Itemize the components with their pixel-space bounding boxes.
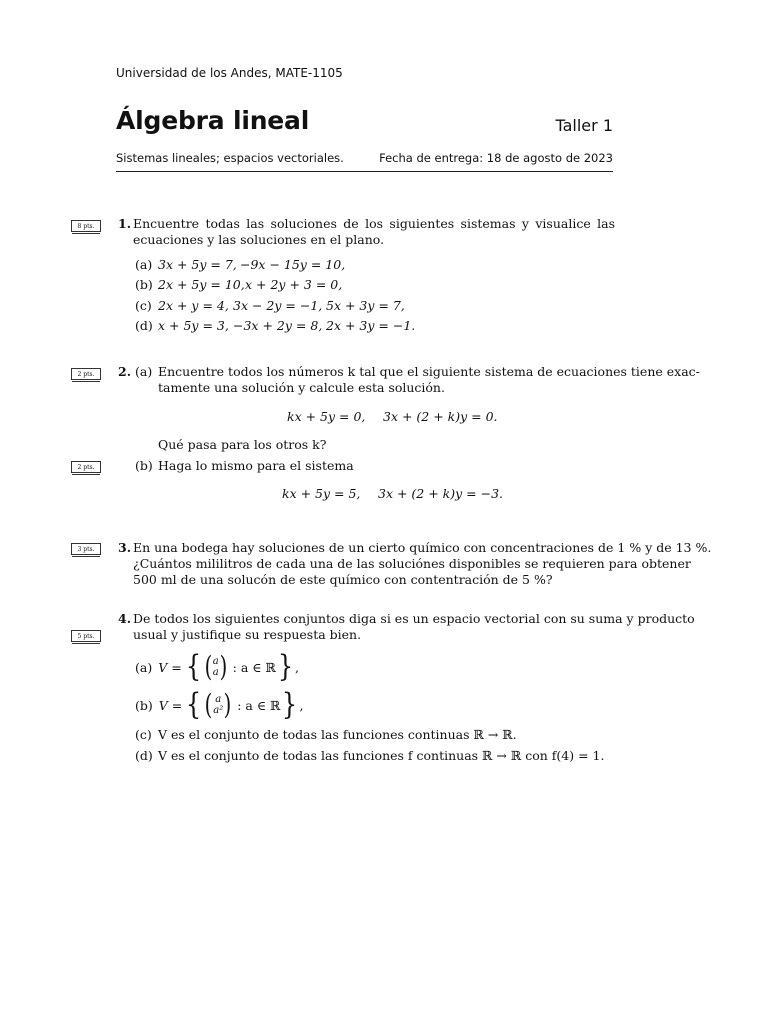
problem-text: 500 ml de una solucón de este químico con contentración de 5 %?: [133, 572, 553, 587]
equation: x + 5y = 3,: [158, 318, 229, 333]
vector-top: a: [212, 656, 219, 667]
set-prefix: V =: [158, 659, 182, 675]
right-paren: ): [223, 688, 232, 721]
right-paren: ): [219, 650, 227, 683]
item-label: (d): [135, 748, 153, 763]
equation: 3x + (2 + k)y = −3.: [378, 486, 504, 501]
problem-number: 1.: [118, 216, 132, 231]
right-brace: }: [282, 687, 298, 722]
points-box: 5 pts.: [71, 630, 101, 642]
equation: 5x + 3y = 7,: [326, 298, 405, 313]
item-text: V es el conjunto de todas las funciones continuas ℝ → ℝ.: [158, 727, 517, 742]
item-label: (b): [135, 458, 153, 473]
problem-text: tamente una solución y calcule esta solución.: [158, 380, 445, 395]
due-date: Fecha de entrega: 18 de agosto de 2023: [379, 151, 613, 165]
points-box: 2 pts.: [71, 368, 101, 380]
problem-text: De todos los siguientes conjuntos diga si es un espacio vectorial con su suma y producto: [133, 611, 695, 626]
equation: x + 2y + 3 = 0,: [245, 277, 343, 292]
left-paren: (: [204, 650, 213, 683]
points-box: 3 pts.: [71, 543, 101, 555]
item-label: (a): [135, 659, 153, 675]
punctuation: ,: [299, 697, 304, 713]
equation: 3x + 5y = 7,: [158, 257, 237, 272]
problem-number: 3.: [118, 540, 132, 555]
problem-number: 4.: [118, 611, 132, 626]
problem-number: 2.: [118, 364, 132, 379]
problem-text: ¿Cuántos mililitros de cada una de las soluciónes disponibles se requieren para obtener: [133, 556, 691, 571]
item-label: (d): [135, 318, 153, 333]
problem-text: Haga lo mismo para el sistema: [158, 458, 354, 473]
item-label: (b): [135, 697, 153, 713]
set-condition: : a ∈ ℝ: [237, 697, 281, 713]
equation: 3x + (2 + k)y = 0.: [383, 409, 498, 424]
right-brace: }: [277, 649, 294, 684]
problem-text: En una bodega hay soluciones de un cierto químico con concentraciones de 1 % y de 13 %.: [133, 540, 712, 555]
equation: 2x + y = 4,: [158, 298, 229, 313]
problem-text: Encuentre todos los números k tal que el siguiente sistema de ecuaciones tiene exac-: [158, 364, 700, 379]
column-vector: [213, 656, 219, 678]
equation: 3x − 2y = −1,: [233, 298, 323, 313]
set-definition: [135, 687, 304, 722]
left-brace: {: [185, 649, 201, 684]
equation: kx + 5y = 5,: [282, 486, 361, 501]
page-title: Álgebra lineal: [116, 106, 310, 135]
vector-top: a: [215, 694, 222, 705]
problem-text: Encuentre todas las soluciones de los siguientes sistemas y visualice las ecuaciones y las soluciones en el plano.: [133, 216, 615, 247]
subtitle: Sistemas lineales; espacios vectoriales.: [116, 151, 344, 165]
points-box: 8 pts.: [71, 220, 101, 232]
set-condition: : a ∈ ℝ: [232, 659, 276, 675]
problem-text: usual y justifique su respuesta bien.: [133, 627, 362, 642]
equation: 2x + 3y = −1.: [326, 318, 416, 333]
item-label: (c): [135, 298, 152, 313]
equation: −9x − 15y = 10,: [240, 257, 346, 272]
set-definition: [135, 649, 299, 684]
vector-bottom: a: [212, 667, 219, 678]
header-rule: [116, 171, 613, 172]
column-vector: [213, 694, 223, 716]
institution: Universidad de los Andes, MATE-1105: [116, 66, 343, 80]
points-box: 2 pts.: [71, 461, 101, 473]
vector-bottom: a²: [213, 705, 224, 716]
left-paren: (: [204, 688, 213, 721]
equation: −3x + 2y = 8,: [233, 318, 323, 333]
item-label: (b): [135, 277, 153, 292]
item-label: (c): [135, 727, 152, 742]
item-text: V es el conjunto de todas las funciones f continuas ℝ → ℝ con f(4) = 1.: [158, 748, 605, 763]
punctuation: ,: [294, 659, 299, 675]
followup-text: Qué pasa para los otros k?: [158, 437, 327, 452]
item-label: (a): [135, 257, 153, 272]
left-brace: {: [186, 687, 202, 722]
equation: kx + 5y = 0,: [287, 409, 366, 424]
equation: 2x + 5y = 10,: [158, 277, 245, 292]
item-label: (a): [135, 364, 153, 379]
set-prefix: V =: [158, 697, 183, 713]
assignment-label: Taller 1: [555, 116, 613, 135]
